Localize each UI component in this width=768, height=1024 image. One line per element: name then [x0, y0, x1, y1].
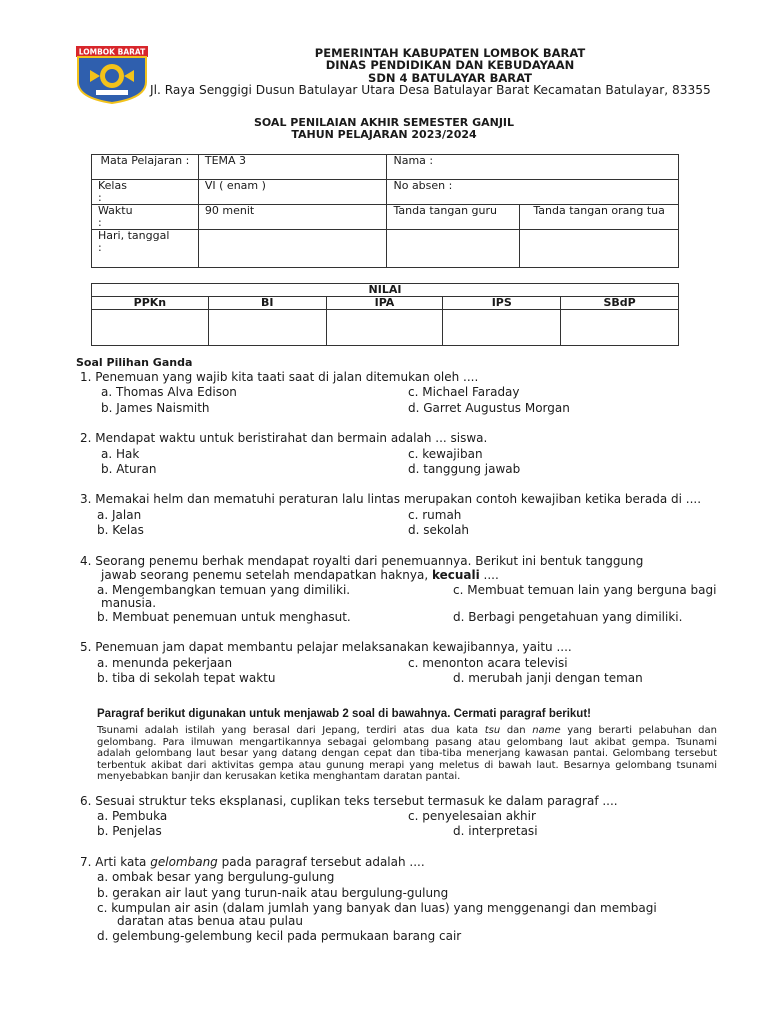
option-4a[interactable]: a. Mengembangkan temuan yang dimiliki.: [97, 583, 351, 597]
header-address: Jl. Raya Senggigi Dusun Batulayar Utara Desa Batulayar Barat Kecamatan Batulayar, 83355: [150, 83, 711, 97]
question-7: 7. Arti kata gelombang pada paragraf tersebut adalah ....: [80, 855, 425, 869]
option-3c[interactable]: c. rumah: [408, 508, 462, 522]
option-3d[interactable]: d. sekolah: [408, 523, 470, 537]
crest-icon: [76, 46, 148, 104]
option-6b[interactable]: b. Penjelas: [97, 824, 162, 838]
section-title: Soal Pilihan Ganda: [76, 356, 193, 369]
option-6c[interactable]: c. penyelesaian akhir: [408, 809, 536, 823]
option-4a-cont: manusia.: [101, 596, 157, 610]
question-5: 5. Penemuan jam dapat membantu pelajar melaksanakan kewajibannya, yaitu ....: [80, 640, 572, 654]
score-subject: SBdP: [561, 297, 679, 310]
class-value: VI ( enam ): [198, 180, 387, 205]
class-label: Kelas :: [92, 180, 199, 205]
school-logo: [76, 46, 148, 104]
option-3b[interactable]: b. Kelas: [97, 523, 144, 537]
option-7c-cont: daratan atas benua atau pulau: [117, 914, 303, 928]
score-subject: IPS: [443, 297, 561, 310]
score-subject: BI: [208, 297, 326, 310]
option-1c[interactable]: c. Michael Faraday: [408, 385, 520, 399]
question-1: 1. Penemuan yang wajib kita taati saat di jalan ditemukan oleh ....: [80, 370, 479, 384]
teacher-signature-field[interactable]: Tanda tangan guru: [387, 205, 520, 230]
question-6: 6. Sesuai struktur teks eksplanasi, cuplikan teks tersebut termasuk ke dalam paragraf ....: [80, 794, 618, 808]
question-4: 4. Seorang penemu berhak mendapat royalti dari penemuannya. Berikut ini bentuk tanggung: [80, 554, 644, 568]
absence-number-field[interactable]: No absen :: [387, 180, 679, 205]
option-5d[interactable]: d. merubah janji dengan teman: [453, 671, 643, 685]
score-cell[interactable]: [443, 310, 561, 346]
option-1d[interactable]: d. Garret Augustus Morgan: [408, 401, 570, 415]
option-2b[interactable]: b. Aturan: [101, 462, 157, 476]
signature-box-parent[interactable]: [520, 230, 679, 268]
svg-text:LOMBOK BARAT: LOMBOK BARAT: [78, 47, 146, 57]
time-label: Waktu :: [92, 205, 199, 230]
option-4d[interactable]: d. Berbagi pengetahuan yang dimiliki.: [453, 610, 683, 624]
option-3a[interactable]: a. Jalan: [97, 508, 142, 522]
score-cell[interactable]: [208, 310, 326, 346]
option-7a[interactable]: a. ombak besar yang bergulung-gulung: [97, 870, 335, 884]
option-1b[interactable]: b. James Naismith: [101, 401, 210, 415]
option-7d[interactable]: d. gelembung-gelembung kecil pada permukaan barang cair: [97, 929, 462, 943]
question-2: 2. Mendapat waktu untuk beristirahat dan bermain adalah ... siswa.: [80, 431, 488, 445]
option-6a[interactable]: a. Pembuka: [97, 809, 168, 823]
option-5c[interactable]: c. menonton acara televisi: [408, 656, 568, 670]
option-2c[interactable]: c. kewajiban: [408, 447, 483, 461]
subject-label: Mata Pelajaran :: [92, 155, 199, 180]
option-6d[interactable]: d. interpretasi: [453, 824, 538, 838]
exam-year: TAHUN PELAJARAN 2023/2024: [291, 128, 477, 141]
score-cell[interactable]: [92, 310, 209, 346]
date-label: Hari, tanggal :: [92, 230, 199, 268]
header-department: DINAS PENDIDIKAN DAN KEBUDAYAAN: [325, 58, 575, 72]
score-cell[interactable]: [326, 310, 443, 346]
reading-paragraph: Tsunami adalah istilah yang berasal dari Jepang, terdiri atas dua kata tsu dan name yang berarti pelabuhan dan gelombang. Para ilmuwan mengartikannya sebagai gelombang pasang atau gelombang laut akibat gempa. Tsunami adalah gelombang laut besar yang datang dengan cepat dan tiba-tiba menerjang kawasan pantai. Gelombang tersebut terbentuk akibat dari aktivitas gempa atau gunung merapi yang meletus di bawah laut. Besarnya gelombang tsunami menyebabkan banjir dan kerusakan ketika menghantam daratan pantai.: [97, 725, 717, 783]
identity-table: [91, 154, 679, 268]
option-5b[interactable]: b. tiba di sekolah tepat waktu: [97, 671, 276, 685]
score-cell[interactable]: [561, 310, 679, 346]
header-government: PEMERINTAH KABUPATEN LOMBOK BARAT: [314, 46, 586, 60]
name-field[interactable]: Nama :: [387, 155, 679, 180]
parent-signature-field[interactable]: Tanda tangan orang tua: [520, 205, 679, 230]
option-7c[interactable]: c. kumpulan air asin (dalam jumlah yang banyak dan luas) yang menggenangi dan membagi: [97, 901, 657, 915]
question-4-cont: jawab seorang penemu setelah mendapatkan haknya, kecuali ....: [101, 568, 499, 582]
option-4b[interactable]: b. Membuat penemuan untuk menghasut.: [97, 610, 351, 624]
date-value[interactable]: [198, 230, 387, 268]
score-subject: PPKn: [92, 297, 209, 310]
option-7b[interactable]: b. gerakan air laut yang turun-naik atau bergulung-gulung: [97, 886, 449, 900]
subject-value: TEMA 3: [198, 155, 387, 180]
option-1a[interactable]: a. Thomas Alva Edison: [101, 385, 237, 399]
signature-box-teacher[interactable]: [387, 230, 520, 268]
option-2d[interactable]: d. tanggung jawab: [408, 462, 521, 476]
header-school: SDN 4 BATULAYAR BARAT: [368, 71, 532, 85]
time-value: 90 menit: [198, 205, 387, 230]
exam-title: SOAL PENILAIAN AKHIR SEMESTER GANJIL: [253, 116, 515, 129]
option-4c[interactable]: c. Membuat temuan lain yang berguna bagi: [453, 583, 717, 597]
score-table: [91, 283, 679, 346]
score-subject: IPA: [326, 297, 443, 310]
paragraph-heading: Paragraf berikut digunakan untuk menjawab 2 soal di bawahnya. Cermati paragraf berikut!: [97, 708, 591, 720]
question-3: 3. Memakai helm dan mematuhi peraturan lalu lintas merupakan contoh kewajiban ketika berada di ....: [80, 492, 702, 506]
option-5a[interactable]: a. menunda pekerjaan: [97, 656, 233, 670]
option-2a[interactable]: a. Hak: [101, 447, 140, 461]
score-title: NILAI: [92, 284, 679, 297]
